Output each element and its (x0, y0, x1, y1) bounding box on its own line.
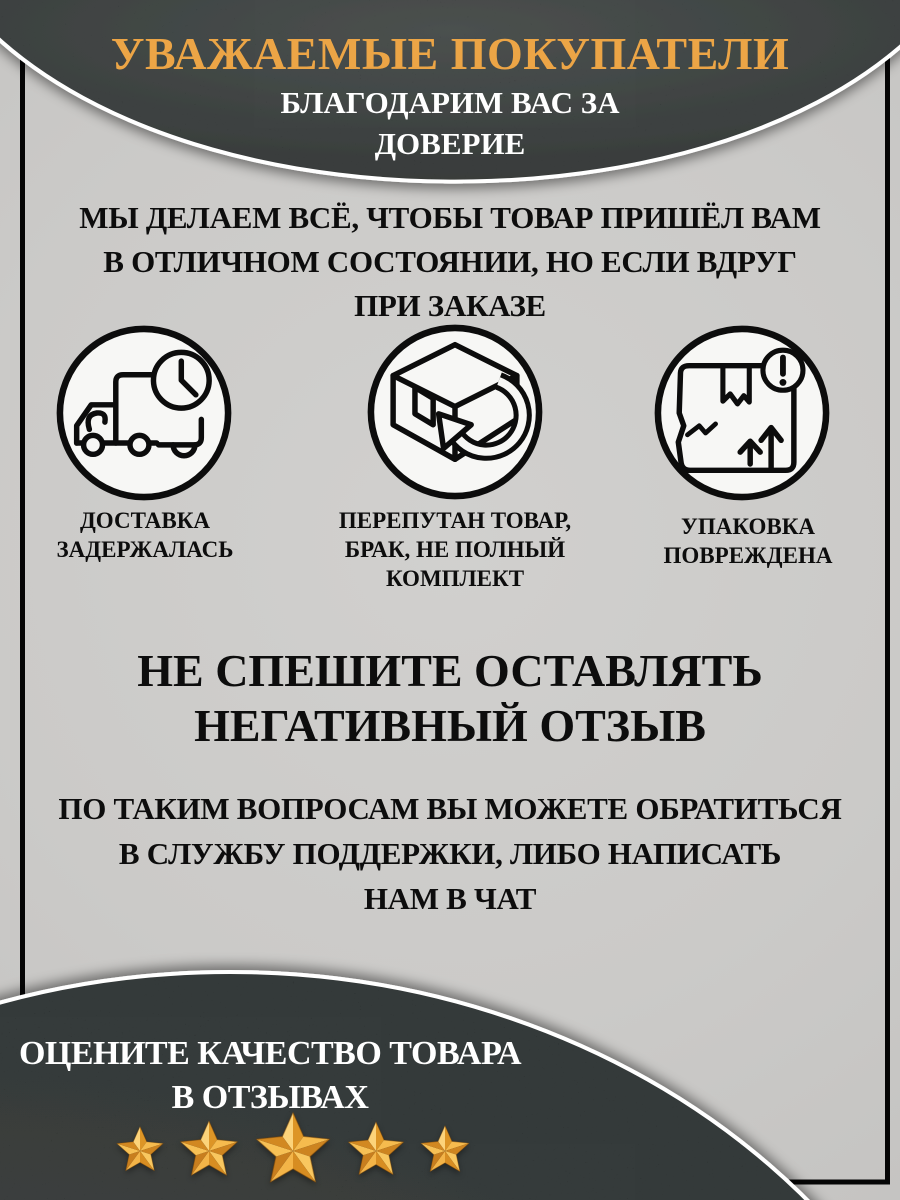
delivery-delayed-icon (53, 322, 235, 504)
text-line: УПАКОВКА (680, 514, 815, 539)
wrong-item-icon (364, 321, 546, 503)
text-line: ПО ТАКИМ ВОПРОСАМ ВЫ МОЖЕТЕ ОБРАТИТЬСЯ (58, 791, 842, 826)
text-line: ПОВРЕЖДЕНА (663, 543, 833, 568)
caption-damaged-package (618, 512, 878, 570)
text-line: ДОВЕРИЕ (374, 126, 526, 161)
text-line: ПРИ ЗАКАЗЕ (354, 288, 546, 323)
warning-heading (0, 643, 900, 753)
text-line: КОМПЛЕКТ (385, 566, 525, 591)
text-line: БЛАГОДАРИМ ВАС ЗА (280, 85, 620, 120)
star-icon (252, 1110, 334, 1192)
text-line: МЫ ДЕЛАЕМ ВСЁ, ЧТОБЫ ТОВАР ПРИШЁЛ ВАМ (79, 200, 821, 235)
star-icon (177, 1119, 241, 1183)
text-line: В СЛУЖБУ ПОДДЕРЖКИ, ЛИБО НАПИСАТЬ (118, 836, 782, 871)
text-line: ПЕРЕПУТАН ТОВАР, (338, 508, 572, 533)
text-line: НЕГАТИВНЫЙ ОТЗЫВ (194, 700, 706, 751)
text-line: В ОТЗЫВАХ (171, 1079, 369, 1116)
text-line: В ОТЛИЧНОМ СОСТОЯНИИ, НО ЕСЛИ ВДРУГ (103, 244, 797, 279)
text-line: ОЦЕНИТЕ КАЧЕСТВО ТОВАРА (18, 1035, 522, 1072)
text-line: НАМ В ЧАТ (363, 881, 537, 916)
text-line: ЗАДЕРЖАЛАСЬ (56, 537, 234, 562)
text-line: БРАК, НЕ ПОЛНЫЙ (344, 537, 566, 562)
text-line: НЕ СПЕШИТЕ ОСТАВЛЯТЬ (137, 645, 763, 696)
support-text (40, 786, 860, 921)
header-subtitle (0, 82, 900, 164)
star-icon (114, 1125, 166, 1177)
caption-wrong-item (320, 506, 590, 593)
page-title: УВАЖАЕМЫЕ ПОКУПАТЕЛИ (110, 28, 790, 79)
text-line: ДОСТАВКА (79, 508, 211, 533)
star-rating (13, 1107, 573, 1195)
caption-delivery-delayed (15, 506, 275, 564)
star-icon (418, 1124, 472, 1178)
star-icon (345, 1120, 407, 1182)
intro-text (40, 196, 860, 328)
damaged-package-icon (651, 322, 833, 504)
